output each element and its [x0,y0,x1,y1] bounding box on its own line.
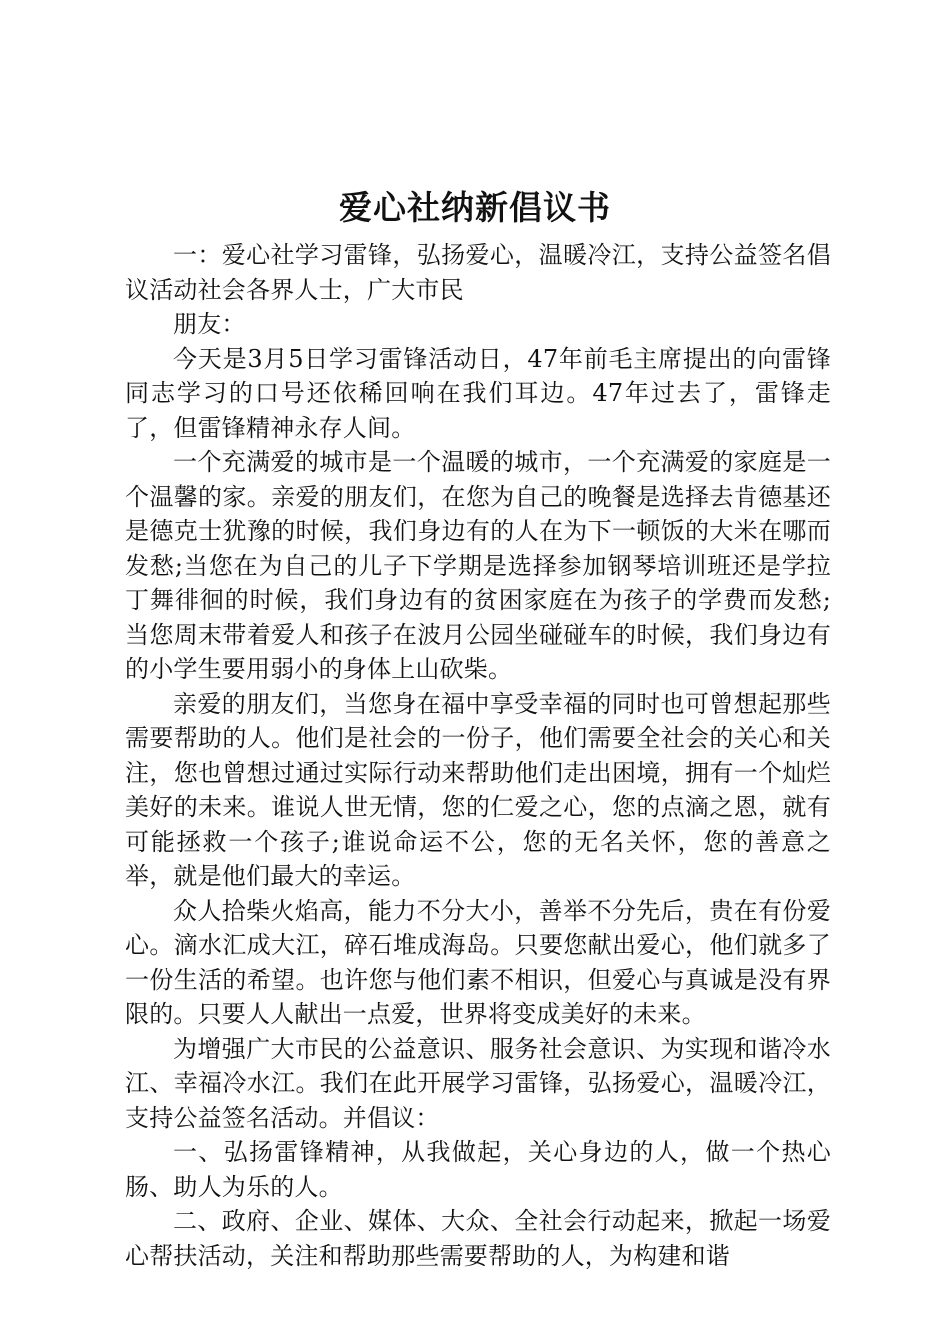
paragraph-proposal-1: 一、弘扬雷锋精神，从我做起，关心身边的人，做一个热心肠、助人为乐的人。 [125,1138,831,1201]
paragraph-many-hands: 众人拾柴火焰高，能力不分大小，善举不分先后，贵在有份爱心。滴水汇成大江，碎石堆成海岛。只要您献出爱心，他们就多了一份生活的希望。也许您与他们素不相识，但爱心与真诚是没有界限的。只要人人献出一点爱，世界将变成美好的未来。 [125,896,831,1028]
paragraph-intro: 今天是3月5日学习雷锋活动日，47年前毛主席提出的向雷锋同志学习的口号还依稀回响在我们耳边。47年过去了，雷锋走了，但雷锋精神永存人间。 [125,344,831,442]
paragraph-opening: 一：爱心社学习雷锋，弘扬爱心，温暖冷江，支持公益签名倡议活动社会各界人士，广大市民 [125,241,831,304]
paragraph-salutation: 朋友： [173,310,246,338]
paragraph-purpose: 为增强广大市民的公益意识、服务社会意识、为实现和谐冷水江、幸福冷水江。我们在此开展学习雷锋，弘扬爱心，温暖冷江，支持公益签名活动。并倡议： [125,1034,831,1132]
paragraph-proposal-2: 二、政府、企业、媒体、大众、全社会行动起来，掀起一场爱心帮扶活动，关注和帮助那些需要帮助的人，为构建和谐 [125,1207,831,1270]
document-title: 爱心社纳新倡议书 [339,188,611,227]
paragraph-city-of-love: 一个充满爱的城市是一个温暖的城市，一个充满爱的家庭是一个温馨的家。亲爱的朋友们，在您为自己的晚餐是选择去肯德基还是德克士犹豫的时候，我们身边有的人在为下一顿饭的大米在哪而发愁;当您在为自己的儿子下学期是选择参加钢琴培训班还是学拉丁舞徘徊的时候，我们身边有的贫困家庭在为孩子的学费而发愁;当您周末带着爱人和孩子在波月公园坐碰碰车的时候，我们身边有的小学生要用弱小的身体上山砍柴。 [125,448,831,683]
paragraph-dear-friends: 亲爱的朋友们，当您身在福中享受幸福的同时也可曾想起那些需要帮助的人。他们是社会的一份子，他们需要全社会的关心和关注，您也曾想过通过实际行动来帮助他们走出困境，拥有一个灿烂美好的未来。谁说人世无情，您的仁爱之心，您的点滴之恩，就有可能拯救一个孩子;谁说命运不公，您的无名关怀，您的善意之举，就是他们最大的幸运。 [125,689,831,890]
document-body [125,238,831,1273]
